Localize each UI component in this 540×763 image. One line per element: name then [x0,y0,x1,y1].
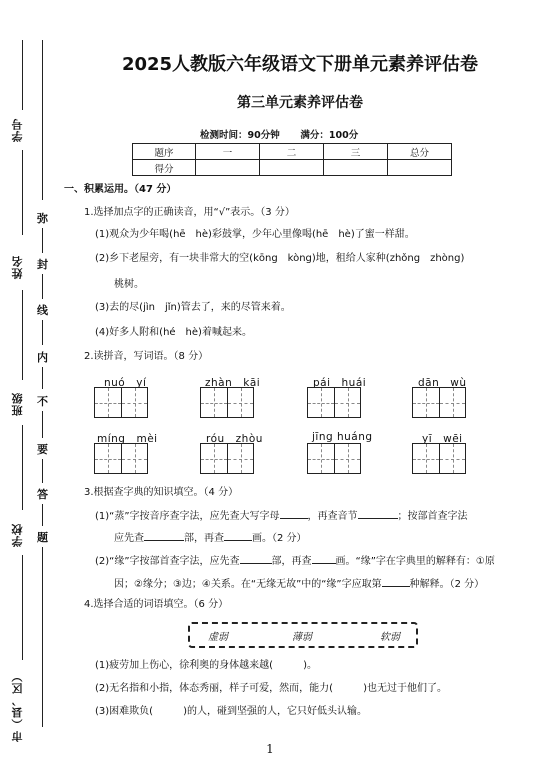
q3-text: (2)“缘”字按部首查字法，应先查 [95,556,240,567]
score-row-label: 得分 [133,160,196,176]
word-bank-box [188,622,418,648]
q3-text: 种解释。（2 分） [409,579,485,590]
exam-meta [200,127,358,141]
exam-title: 2025人教版六年级语文下册单元素养评估卷 [121,54,479,75]
pinyin-label: nuó yí [104,377,147,389]
seal-line-segment [42,320,43,345]
exam-subtitle: 第三单元素养评估卷 [237,95,363,111]
answer-blank[interactable] [240,553,272,564]
q4-item-1: (1)疲劳加上伤心，徐利奥的身体越来越( )。 [95,660,317,671]
sidebar-label-name: 姓名 [11,255,24,279]
q3-text: (1)“蒸”字按音序查字法，应先查大写字母 [95,511,280,522]
writing-grid[interactable] [94,387,148,418]
score-cell[interactable] [388,160,452,176]
writing-grid[interactable] [307,443,361,474]
pinyin-label: yī wēi [422,433,463,445]
sidebar-label-city: 市（县、区） [11,670,24,742]
seal-char-7: 答 [37,488,48,501]
q3-line-2 [114,530,307,546]
answer-blank[interactable] [358,508,398,519]
seal-line-segment [42,367,43,389]
q3-text: ；按部首查字法 [397,511,468,522]
section-heading: 一、积累运用。（47 分） [64,184,177,195]
q3-line-1 [95,508,468,524]
score-label: 满分：100分 [300,130,359,141]
pinyin-label: dān wù [418,377,467,389]
q3-text: 因；②缘分；③边；④关系。在“无缘无故”中的“缘”字应取第 [114,579,382,590]
writing-grid[interactable] [94,443,148,474]
pinyin-label: míng mèi [97,433,158,445]
seal-char-3: 线 [37,304,48,317]
seal-char-5: 不 [37,395,48,408]
sidebar-line-4 [22,425,23,510]
q3-text: 画。“缘”字在字典里的解释有：①原 [335,556,495,567]
answer-blank[interactable] [312,553,336,564]
pinyin-label: zhàn kāi [205,377,261,389]
word-option: 薄弱 [292,632,312,643]
answer-blank[interactable] [382,576,410,587]
writing-grid[interactable] [412,443,466,474]
score-table-header: 题序 [133,144,196,160]
seal-char-4: 内 [37,351,48,364]
q1-item-1: (1)观众为少年喝(hē hè)彩鼓掌，少年心里像喝(hē hè)了蜜一样甜。 [95,229,415,240]
seal-char-1: 弥 [37,212,48,225]
q3-line-4 [114,576,484,592]
seal-line-segment [42,459,43,483]
sidebar-label-school: 学校 [11,523,24,547]
score-cell[interactable] [196,160,260,176]
q2-prompt: 2.读拼音，写词语。（8 分） [84,351,209,362]
score-table-header: 总分 [388,144,452,160]
score-cell[interactable] [260,160,324,176]
score-table-score-row [133,160,452,176]
seal-char-6: 要 [37,443,48,456]
q1-prompt: 1.选择加点字的正确读音，用“√”表示。（3 分） [84,207,295,218]
pinyin-label: róu zhòu [206,433,263,445]
sidebar-line-3 [22,290,23,380]
sidebar-label-class: 班级 [11,392,24,416]
seal-line-segment [42,274,43,299]
score-table [132,143,452,176]
score-table-header: 二 [260,144,324,160]
seal-line-segment [42,40,43,200]
seal-line-segment [42,228,43,253]
word-option: 虚弱 [208,632,228,643]
q3-text: 部，再查 [184,533,224,544]
q1-item-2-cont: 桃树。 [114,279,144,290]
q1-item-2: (2)乡下老屋旁，有一块非常大的空(kōng kòng)地，租给人家种(zhǒng zhòng) [95,253,465,264]
q3-text: 画。（2 分） [252,533,307,544]
sidebar-line-2 [22,150,23,235]
q4-item-3: (3)困难欺负( )的人，碰到坚强的人，它只好低头认输。 [95,706,367,717]
word-option: 软弱 [380,632,400,643]
answer-blank[interactable] [280,508,308,519]
sidebar-line-1 [22,40,23,110]
q3-text: ，再查音节 [307,511,358,522]
q1-item-4: (4)好多人附和(hé hè)着喊起来。 [95,327,252,338]
pinyin-label: jīng huáng [312,431,373,443]
q3-text: 应先查 [114,533,144,544]
sidebar-line-5 [22,555,23,660]
seal-char-8: 题 [37,531,48,544]
q1-item-3: (3)去的尽(jìn jǐn)管去了，来的尽管来着。 [95,302,291,313]
q3-prompt: 3.根据查字典的知识填空。（4 分） [84,487,239,498]
pinyin-label: pái huái [313,377,367,389]
sidebar-label-student-id: 学号 [11,118,24,142]
score-cell[interactable] [324,160,388,176]
answer-blank[interactable] [224,530,252,541]
writing-grid[interactable] [307,387,361,418]
answer-blank[interactable] [144,530,184,541]
seal-line-segment [42,411,43,438]
seal-char-2: 封 [37,258,48,271]
writing-grid[interactable] [412,387,466,418]
q3-line-3 [95,553,495,569]
score-table-header: 一 [196,144,260,160]
seal-line-segment [42,547,43,727]
score-table-header-row [133,144,452,160]
q4-prompt: 4.选择合适的词语填空。（6 分） [84,599,229,610]
q3-text: 部，再查 [271,556,312,567]
seal-line-segment [42,504,43,526]
page-number: 1 [266,742,274,756]
writing-grid[interactable] [200,387,254,418]
time-label: 检测时间：90分钟 [200,130,280,141]
writing-grid[interactable] [200,443,254,474]
score-table-header: 三 [324,144,388,160]
q4-item-2: (2)无名指和小指，体态秀丽，样子可爱，然而，能力( )也无过于他们了。 [95,683,447,694]
